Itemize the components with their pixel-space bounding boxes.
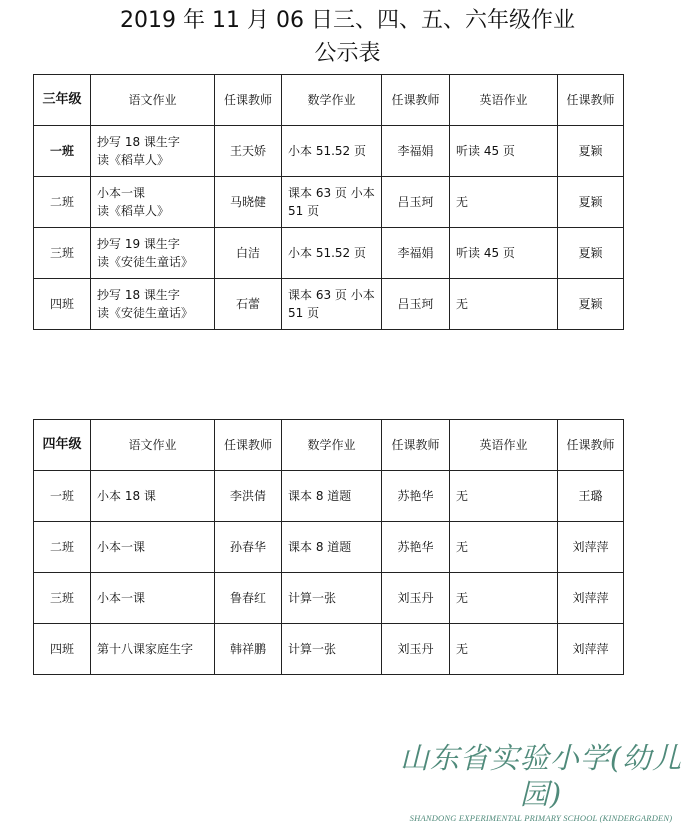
- table-row: [34, 471, 624, 522]
- english-homework: 无: [450, 177, 558, 228]
- math-homework: 课本 63 页 小本 51 页: [282, 177, 382, 228]
- chinese-teacher: 孙春华: [215, 522, 282, 573]
- math-teacher: 李福娟: [382, 126, 450, 177]
- class-name: 二班: [34, 522, 91, 573]
- header-chinese: 语文作业: [91, 420, 215, 471]
- math-homework: 小本 51.52 页: [282, 126, 382, 177]
- english-teacher: 王璐: [558, 471, 624, 522]
- chinese-teacher: 白洁: [215, 228, 282, 279]
- math-homework: 课本 8 道题: [282, 471, 382, 522]
- chinese-teacher: 鲁春红: [215, 573, 282, 624]
- school-logo: [395, 740, 687, 824]
- english-teacher: 刘萍萍: [558, 624, 624, 675]
- chinese-teacher: 石蕾: [215, 279, 282, 330]
- math-teacher: 李福娟: [382, 228, 450, 279]
- math-teacher: 吕玉珂: [382, 177, 450, 228]
- chinese-homework: 抄写 18 课生字 读《稻草人》: [91, 126, 215, 177]
- math-homework: 计算一张: [282, 624, 382, 675]
- class-name: 三班: [34, 573, 91, 624]
- table-row: [34, 177, 624, 228]
- english-homework: 无: [450, 573, 558, 624]
- math-teacher: 刘玉丹: [382, 624, 450, 675]
- math-teacher: 苏艳华: [382, 522, 450, 573]
- english-homework: 无: [450, 471, 558, 522]
- chinese-teacher: 马晓健: [215, 177, 282, 228]
- english-homework: 听读 45 页: [450, 126, 558, 177]
- math-homework: 小本 51.52 页: [282, 228, 382, 279]
- page-subtitle: 公示表: [314, 41, 381, 66]
- table-row: [34, 573, 624, 624]
- math-homework: 计算一张: [282, 573, 382, 624]
- chinese-homework: 小本 18 课: [91, 471, 215, 522]
- table-row: [34, 522, 624, 573]
- grade-3-homework-table: [33, 74, 624, 330]
- table-row: [34, 228, 624, 279]
- chinese-homework: 小本一课: [91, 522, 215, 573]
- english-teacher: 夏颖: [558, 228, 624, 279]
- header-chinese: 语文作业: [91, 75, 215, 126]
- english-teacher: 夏颖: [558, 279, 624, 330]
- english-teacher: 刘萍萍: [558, 522, 624, 573]
- page-title: 2019 年 11 月 06 日三、四、五、六年级作业: [120, 8, 575, 33]
- math-homework: 课本 8 道题: [282, 522, 382, 573]
- english-homework: 听读 45 页: [450, 228, 558, 279]
- grade-label: 三年级: [34, 75, 91, 126]
- math-teacher: 苏艳华: [382, 471, 450, 522]
- class-name: 四班: [34, 624, 91, 675]
- chinese-teacher: 王天娇: [215, 126, 282, 177]
- header-english: 英语作业: [450, 75, 558, 126]
- english-teacher: 刘萍萍: [558, 573, 624, 624]
- chinese-teacher: 韩祥鹏: [215, 624, 282, 675]
- header-math-teacher: 任课教师: [382, 420, 450, 471]
- class-name: 一班: [34, 126, 91, 177]
- grade-4-homework-table: [33, 419, 624, 675]
- class-name: 二班: [34, 177, 91, 228]
- table-header-row: [34, 420, 624, 471]
- english-homework: 无: [450, 279, 558, 330]
- table-row: [34, 126, 624, 177]
- header-math: 数学作业: [282, 75, 382, 126]
- math-homework: 课本 63 页 小本 51 页: [282, 279, 382, 330]
- math-teacher: 刘玉丹: [382, 573, 450, 624]
- chinese-homework: 第十八课家庭生字: [91, 624, 215, 675]
- class-name: 一班: [34, 471, 91, 522]
- header-english-teacher: 任课教师: [558, 420, 624, 471]
- class-name: 三班: [34, 228, 91, 279]
- header-math-teacher: 任课教师: [382, 75, 450, 126]
- table-row: [34, 624, 624, 675]
- chinese-homework: 抄写 18 课生字 读《安徒生童话》: [91, 279, 215, 330]
- english-teacher: 夏颖: [558, 126, 624, 177]
- school-logo-chinese: 山东省实验小学(幼儿园): [399, 741, 683, 811]
- chinese-teacher: 李洪倩: [215, 471, 282, 522]
- table-header-row: [34, 75, 624, 126]
- english-teacher: 夏颖: [558, 177, 624, 228]
- math-teacher: 吕玉珂: [382, 279, 450, 330]
- header-chinese-teacher: 任课教师: [215, 75, 282, 126]
- header-chinese-teacher: 任课教师: [215, 420, 282, 471]
- table-row: [34, 279, 624, 330]
- chinese-homework: 小本一课: [91, 573, 215, 624]
- english-homework: 无: [450, 522, 558, 573]
- chinese-homework: 小本一课 读《稻草人》: [91, 177, 215, 228]
- header-math: 数学作业: [282, 420, 382, 471]
- chinese-homework: 抄写 19 课生字 读《安徒生童话》: [91, 228, 215, 279]
- header-english: 英语作业: [450, 420, 558, 471]
- school-logo-english: SHANDONG EXPERIMENTAL PRIMARY SCHOOL (KINDERGARDEN): [409, 813, 673, 823]
- english-homework: 无: [450, 624, 558, 675]
- grade-label: 四年级: [34, 420, 91, 471]
- header-english-teacher: 任课教师: [558, 75, 624, 126]
- class-name: 四班: [34, 279, 91, 330]
